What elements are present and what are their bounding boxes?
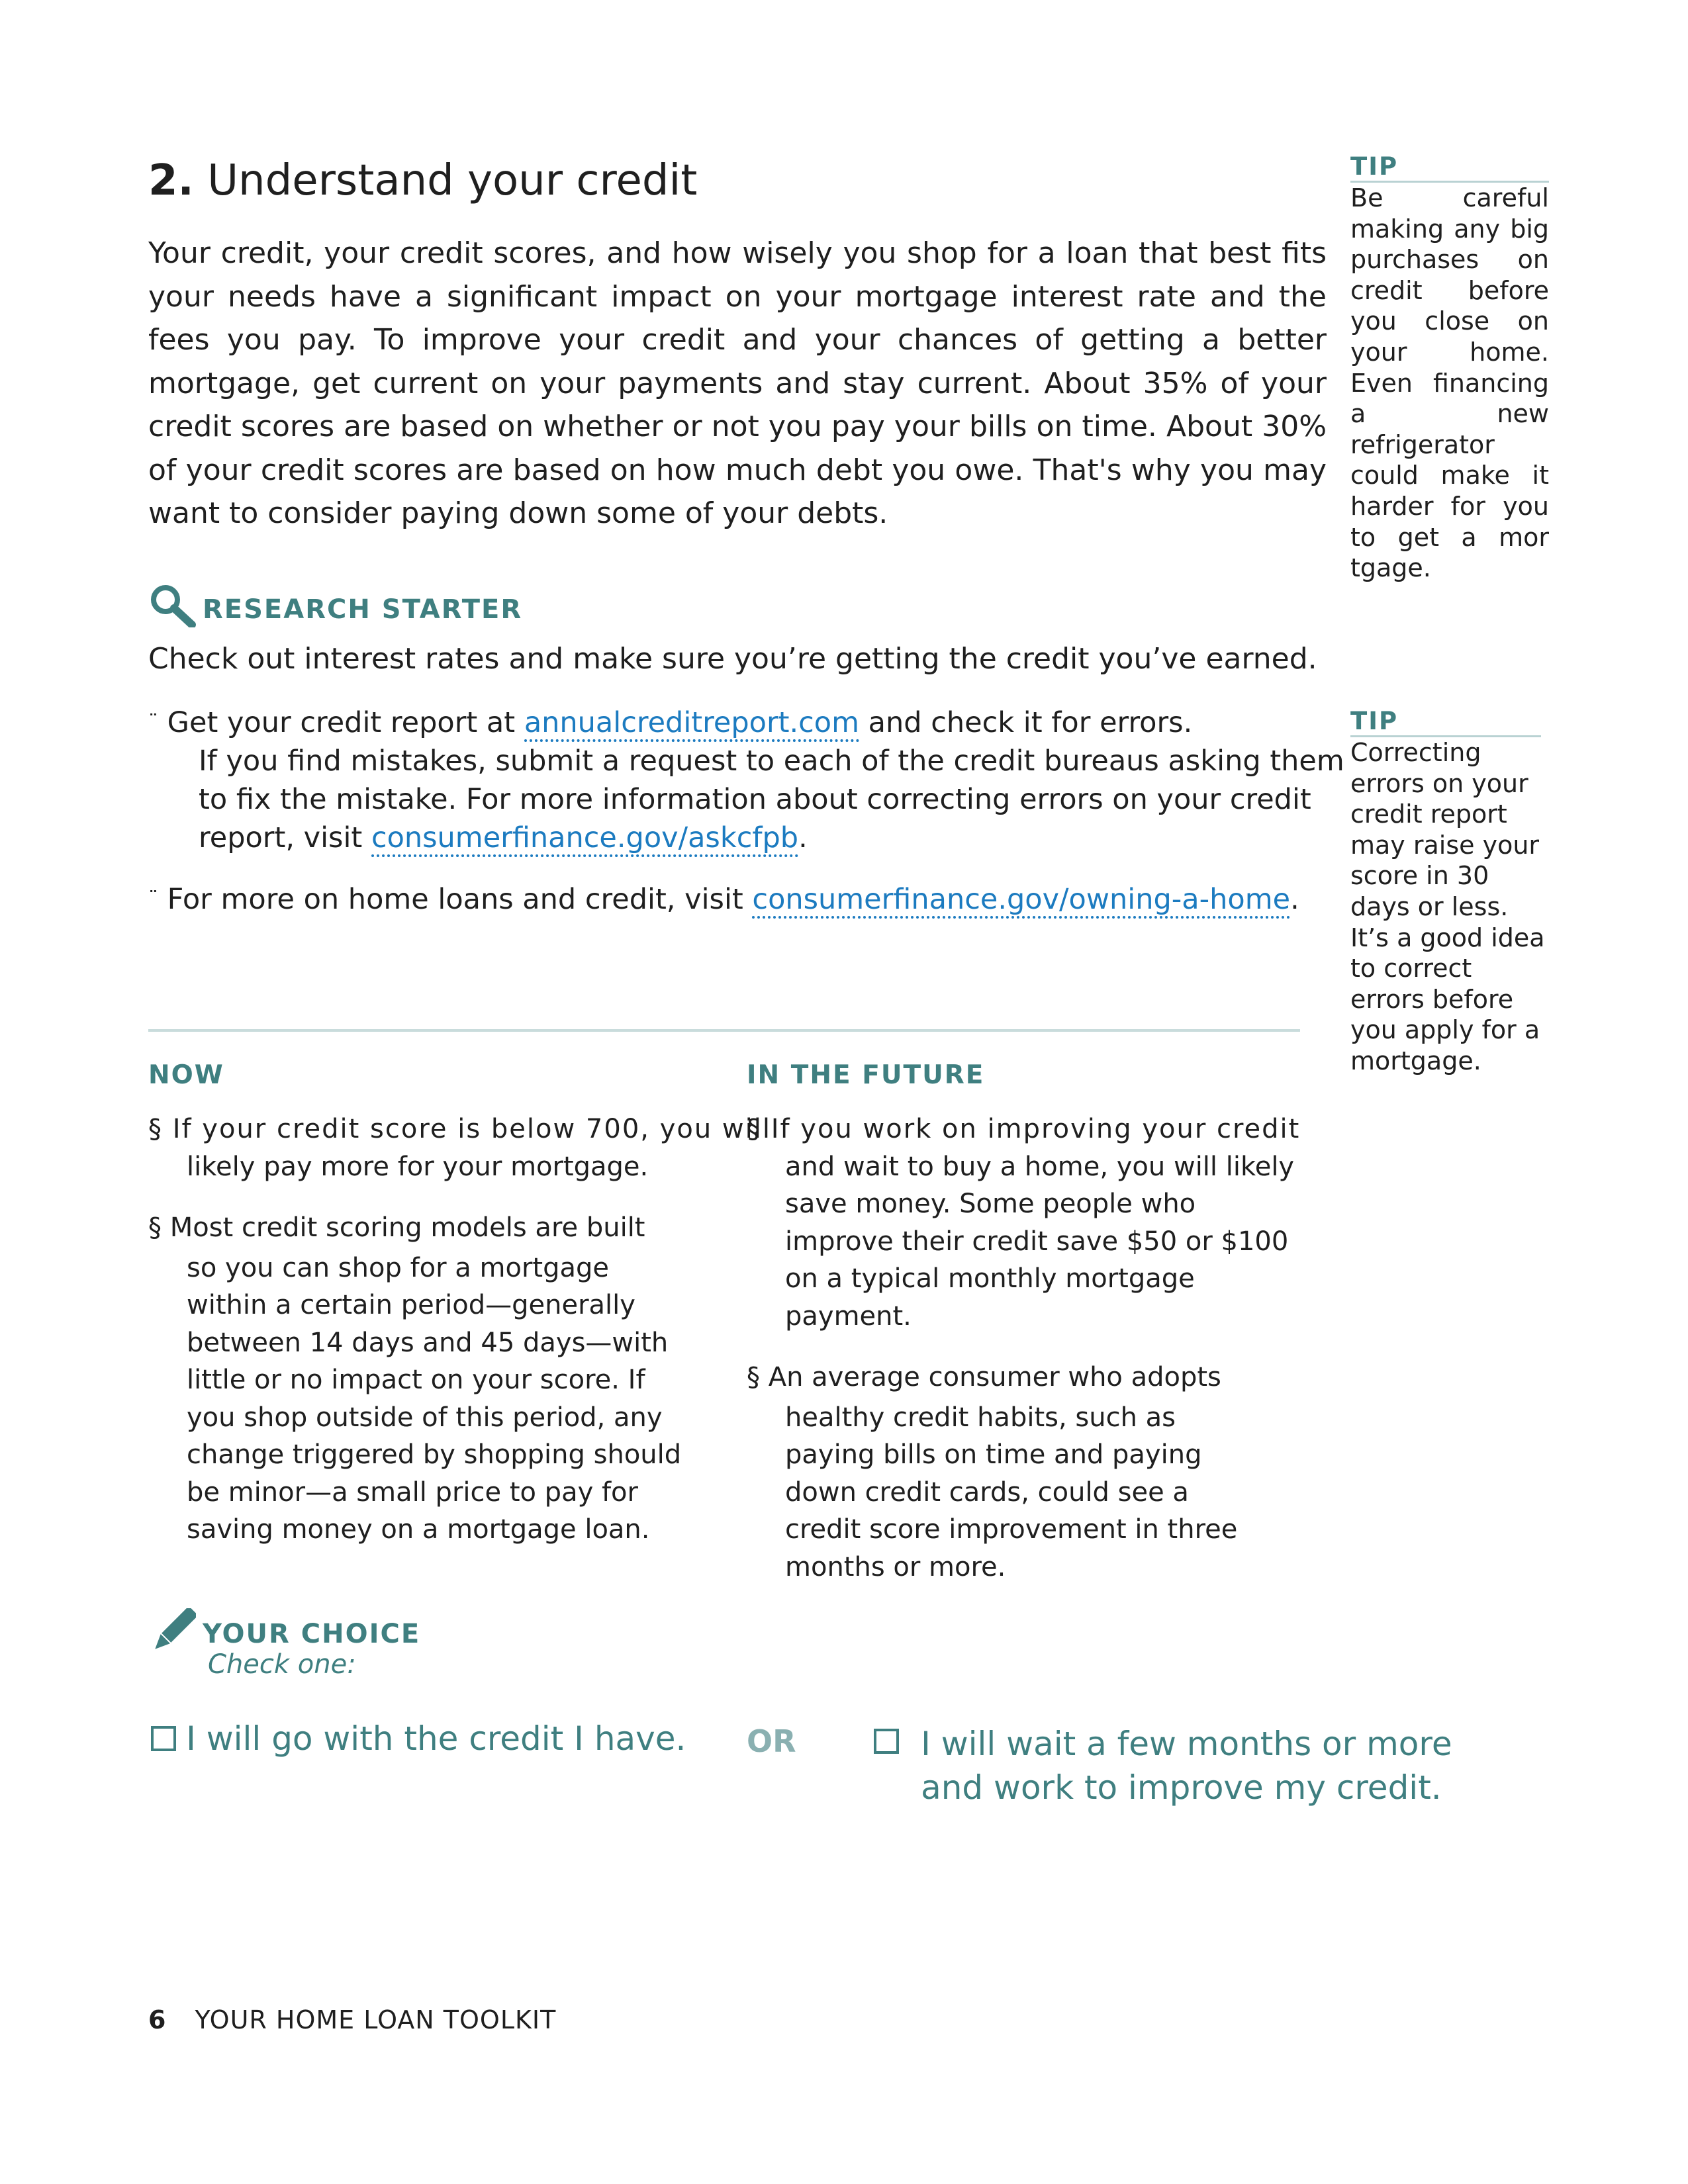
now-column [148, 1111, 771, 1549]
tip-box-2 [1350, 707, 1549, 1077]
annualcreditreport-link[interactable]: annualcreditreport.com [524, 706, 859, 742]
future-heading: IN THE FUTURE [747, 1060, 985, 1090]
now-bullet-2-first: § Most credit scoring models are built [148, 1212, 645, 1243]
research-item-2 [148, 880, 1327, 919]
item1-line4-pre: report, visit [199, 821, 371, 854]
choice-option-2-text [921, 1722, 1452, 1809]
bullet-mark: ¨ [148, 711, 158, 734]
checkbox-option-2[interactable] [874, 1729, 899, 1754]
now-bullet-1-rest: likely pay more for your mortgage. [187, 1151, 649, 1182]
future-column [747, 1111, 1309, 1586]
research-subtitle: Check out interest rates and make sure you’re getting the credit you’ve earned. [148, 642, 1317, 676]
now-heading: NOW [148, 1060, 224, 1090]
tip-box-1 [1350, 152, 1549, 584]
section-divider [148, 1029, 1300, 1032]
page-number: 6 [148, 2005, 167, 2034]
item2-post: . [1290, 883, 1299, 916]
research-starter-label: RESEARCH STARTER [203, 594, 523, 625]
tip-title: TIP [1350, 707, 1399, 735]
future-bullet-1-first: § If you work on improving your credit [747, 1114, 1301, 1144]
magnifier-icon [148, 582, 199, 627]
choice-or: OR [747, 1723, 796, 1759]
footer [148, 2005, 556, 2034]
research-item-1-line2: If you find mistakes, submit a request to each of the credit bureaus asking them [199, 745, 1344, 778]
section-title-text: Understand your credit [207, 156, 698, 205]
intro-paragraph: Your credit, your credit scores, and how wisely you shop for a loan that best fits your needs have a significant impact on your mortgage interest rate and the fees you pay. To improve your credit and your chances of getting a better mortgage, get current on your payments and stay current. About 35% of your credit scores are based on whether or not you pay your bills on time. About 30% of your credit scores are based on how much debt you owe. That's why you may want to consider paying down some of your debts. [148, 236, 1327, 530]
item1-post: and check it for errors. [859, 706, 1193, 739]
choice-instruction: Check one: [208, 1649, 356, 1680]
section-number: 2. [148, 156, 194, 205]
tip-title: TIP [1350, 152, 1399, 181]
item1-line4-post: . [798, 821, 808, 854]
askcfpb-link[interactable]: consumerfinance.gov/askcfpb [371, 821, 798, 857]
your-choice-label: YOUR CHOICE [203, 1619, 421, 1649]
tip-text: Correcting errors on your credit report may raise your score in 30 days or less. It’s a good idea to correct errors before you apply for a mortgage. [1350, 738, 1545, 1075]
choice-option-2-line1: I will wait a few months or more [921, 1725, 1452, 1763]
research-item-1-line4 [148, 819, 1327, 857]
owning-a-home-link[interactable]: consumerfinance.gov/owning-a-home [752, 883, 1290, 919]
now-bullet-1-first: § If your credit score is below 700, you will [148, 1114, 771, 1144]
research-item-1-line1 [148, 704, 1327, 742]
bullet-mark: ¨ [148, 887, 158, 911]
research-item-1-line3: to fix the mistake. For more information about correcting errors on your credit [199, 783, 1311, 816]
choice-option-2-line2: and work to improve my credit. [921, 1768, 1442, 1807]
future-bullet-1-rest: and wait to buy a home, you will likely save money. Some people who improve their credit save $50 or $100 on a typical monthly mortgage payment. [785, 1151, 1295, 1332]
footer-title: YOUR HOME LOAN TOOLKIT [195, 2005, 557, 2034]
choice-option-1-text: I will go with the credit I have. [186, 1719, 686, 1758]
research-item-1 [148, 704, 1344, 857]
future-bullet-2-first: § An average consumer who adopts [747, 1362, 1221, 1392]
choice-option-2[interactable] [874, 1722, 1452, 1809]
checkbox-option-1[interactable] [151, 1726, 176, 1751]
item1-pre: Get your credit report at [167, 706, 524, 739]
pencil-icon [147, 1608, 196, 1657]
item2-pre: For more on home loans and credit, visit [167, 883, 753, 916]
section-title [148, 156, 697, 205]
future-bullet-2-rest: healthy credit habits, such as paying bills on time and paying down credit cards, could see a credit score improvement in three months or more. [785, 1402, 1238, 1582]
now-bullet-2-rest: so you can shop for a mortgage within a certain period—generally between 14 days and 45 days—with little or no impact on your score. If you shop outside of this period, any change triggered by shopping should be minor—a small price to pay for saving money on a mortgage loan. [187, 1252, 682, 1545]
tip-text: Be careful making any big purchases on credit before you close on your home. Even financing a new refrigerator could make it harder for you to get a mor tgage. [1350, 183, 1549, 583]
choice-option-1[interactable] [151, 1719, 686, 1758]
